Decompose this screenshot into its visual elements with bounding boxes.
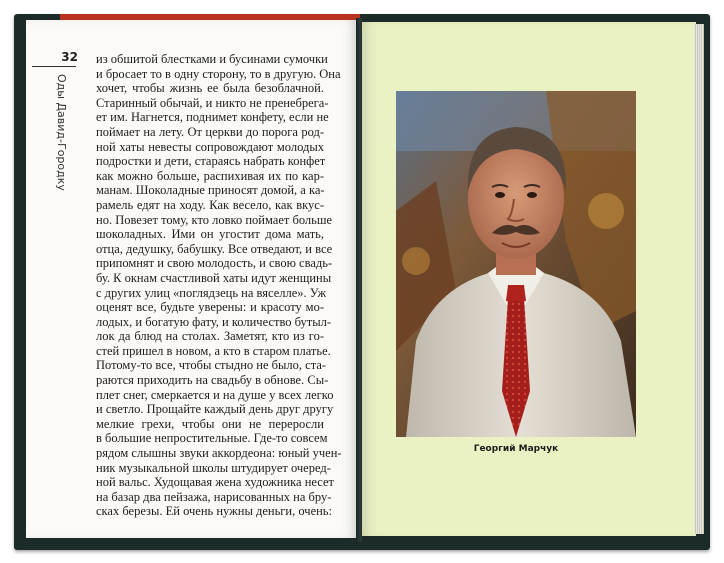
text-line: Потому-то все, чтобы стыдно не было, ста- <box>96 358 327 373</box>
text-line: как можно больше, распихивая их по кар- <box>96 168 324 183</box>
text-line: поймает на лету. От церкви до порога род- <box>96 124 324 139</box>
text-line: припомнят и свою молодость, и свою свадь- <box>96 256 333 271</box>
text-line: с других улиц «поглядзець на вяселле». Уж <box>96 285 327 300</box>
text-line: шоколадных. Ими он угостит дома мать, <box>96 227 324 242</box>
text-line: хочет, чтобы жизнь ее была безоблачной. <box>96 81 324 96</box>
body-text <box>96 52 342 519</box>
text-line: ной хаты невесты сопровождают молодых <box>96 139 324 154</box>
photo-caption: Георгий Марчук <box>473 444 559 454</box>
page-number: 32 <box>61 50 78 64</box>
text-line: лок да блюд на столах. Заметят, кто из го- <box>96 329 324 344</box>
page-edges <box>694 24 704 534</box>
text-line: стей пришел в новом, а кто в старом платье. <box>96 343 331 358</box>
text-line: ник музыкальной школы штудирует очеред- <box>96 460 331 475</box>
text-line: мелкие грехи, чтобы они не переросли <box>96 416 324 431</box>
text-line: подростки и дети, стараясь набрать конфет <box>96 154 326 169</box>
page-number-rule <box>32 66 76 67</box>
text-line: сках березы. Ей очень нужны деньги, очень: <box>96 504 332 519</box>
text-line: в большие непростительные. Где-то совсем <box>96 431 328 446</box>
text-line: лодых, и богатую фату, и количество бутыл- <box>96 314 332 329</box>
text-line: ной вальс. Худощавая жена художника несет <box>96 475 334 490</box>
text-line: раются приходить на свадьбу в обнове. Сы- <box>96 373 329 388</box>
text-line: на базар два пейзажа, нарисованных на бру- <box>96 489 332 504</box>
portrait-photo <box>396 91 636 437</box>
text-line: рамель едят на ходу. Как весело, как вкус- <box>96 197 324 212</box>
text-line: отца, дедушку, бабушку. Все отведают, и все <box>96 241 333 256</box>
text-line: оценят все, будьте уверены: и красоту мо- <box>96 300 324 315</box>
text-line: бу. К окнам счастливой хаты идут женщины <box>96 270 332 285</box>
text-line: ет им. Нагнется, поднимет конфету, если не <box>96 110 329 125</box>
text-line: и бросает то в одну сторону, то в другую. Она <box>96 66 341 81</box>
text-line: Старинный обычай, и никто не пренебрега- <box>96 95 329 110</box>
text-line: из обшитой блестками и бусинами сумочки <box>96 52 328 66</box>
text-line: плет снег, смеркается и на душе у всех легко <box>96 387 334 402</box>
running-head: Оды Давид-Городку <box>55 74 68 191</box>
text-line: манам. Шоколадные приносят домой, а ка- <box>96 183 325 198</box>
text-line: и светло. Прощайте каждый день друг другу <box>96 402 334 417</box>
text-line: но. Повезет тому, кто ловко поймает больше <box>96 212 333 227</box>
text-line: рядом слышны звуки аккордеона: юный учен- <box>96 446 342 461</box>
